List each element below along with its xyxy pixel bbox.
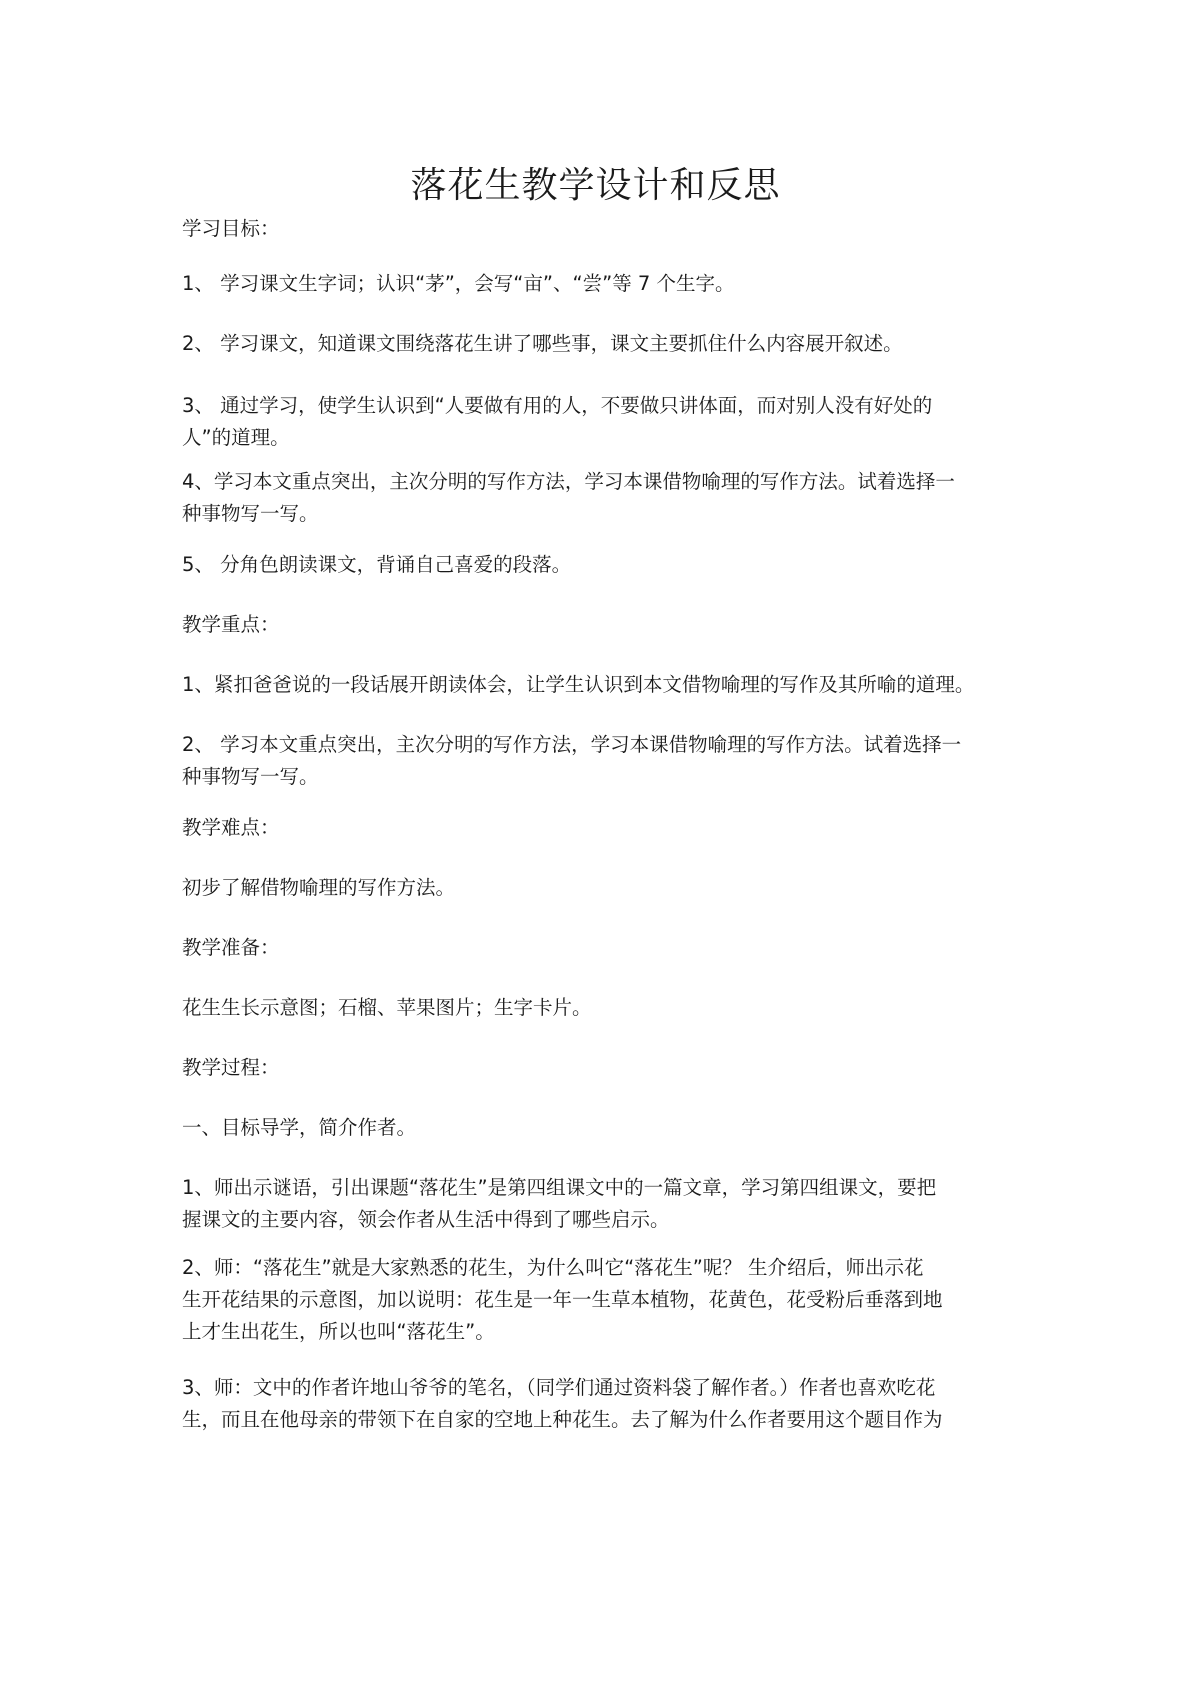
- document-title: 落花生教学设计和反思: [410, 165, 781, 206]
- paragraph-line: 人”的道理。: [182, 426, 290, 449]
- paragraph-line: 学习目标：: [182, 217, 280, 240]
- paragraph-line: 1、紧扣爸爸说的一段话展开朗读体会，让学生认识到本文借物喻理的写作及其所喻的道理。: [182, 673, 975, 696]
- paragraph-key-heading: [182, 609, 1032, 641]
- paragraph-goal-3: [182, 390, 1032, 454]
- paragraph-key-1: [182, 669, 1032, 701]
- paragraph-line: 3、师：文中的作者许地山爷爷的笔名，（同学们通过资料袋了解作者。）作者也喜欢吃花: [182, 1376, 936, 1399]
- paragraph-line: 教学过程：: [182, 1056, 280, 1079]
- paragraph-line: 初步了解借物喻理的写作方法。: [182, 876, 456, 899]
- paragraph-line: 种事物写一写。: [182, 502, 319, 525]
- paragraph-line: 种事物写一写。: [182, 765, 319, 788]
- paragraph-line: 一、目标导学，简介作者。: [182, 1116, 417, 1139]
- paragraph-goal-5: [182, 549, 1032, 581]
- paragraph-line: 1、师出示谜语，引出课题“落花生”是第四组课文中的一篇文章，学习第四组课文，要把: [182, 1176, 937, 1199]
- paragraph-prep-1: [182, 992, 1032, 1024]
- paragraph-goal-1: [182, 268, 1032, 300]
- paragraph-line: 1、 学习课文生字词；认识“茅”，会写“亩”、“尝”等 7 个生字。: [182, 272, 735, 295]
- paragraph-goal-4: [182, 466, 1032, 530]
- paragraph-line: 生，而且在他母亲的带领下在自家的空地上种花生。去了解为什么作者要用这个题目作为: [182, 1408, 943, 1431]
- paragraph-line: 生开花结果的示意图，加以说明：花生是一年一生草本植物，花黄色，花受粉后垂落到地: [182, 1288, 943, 1311]
- paragraph-line: 2、师：“落花生”就是大家熟悉的花生，为什么叫它“落花生”呢？ 生介绍后，师出示花: [182, 1256, 924, 1279]
- paragraph-line: 3、 通过学习，使学生认识到“人要做有用的人，不要做只讲体面，而对别人没有好处的: [182, 394, 933, 417]
- paragraph-line: 握课文的主要内容，领会作者从生活中得到了哪些启示。: [182, 1208, 670, 1231]
- paragraph-line: 教学准备：: [182, 936, 280, 959]
- paragraph-line: 花生生长示意图；石榴、苹果图片；生字卡片。: [182, 996, 592, 1019]
- paragraph-line: 4、学习本文重点突出，主次分明的写作方法，学习本课借物喻理的写作方法。试着选择一: [182, 470, 955, 493]
- paragraph-goal-2: [182, 328, 1032, 360]
- paragraph-process-3: [182, 1372, 1032, 1436]
- paragraph-line: 2、 学习本文重点突出，主次分明的写作方法，学习本课借物喻理的写作方法。试着选择一: [182, 733, 962, 756]
- paragraph-line: 2、 学习课文，知道课文围绕落花生讲了哪些事，课文主要抓住什么内容展开叙述。: [182, 332, 903, 355]
- paragraph-difficulty-1: [182, 872, 1032, 904]
- paragraph-line: 教学重点：: [182, 613, 280, 636]
- paragraph-process-1: [182, 1172, 1032, 1236]
- paragraph-process-2: [182, 1252, 1032, 1348]
- paragraph-line: 5、 分角色朗读课文，背诵自己喜爱的段落。: [182, 553, 572, 576]
- paragraph-goals-heading: [182, 213, 1032, 245]
- paragraph-line: 教学难点：: [182, 816, 280, 839]
- paragraph-key-2: [182, 729, 1032, 793]
- paragraph-line: 上才生出花生，所以也叫“落花生”。: [182, 1320, 495, 1343]
- paragraph-prep-heading: [182, 932, 1032, 964]
- paragraph-process-heading: [182, 1052, 1032, 1084]
- paragraph-difficulty-heading: [182, 812, 1032, 844]
- paragraph-process-section-1: [182, 1112, 1032, 1144]
